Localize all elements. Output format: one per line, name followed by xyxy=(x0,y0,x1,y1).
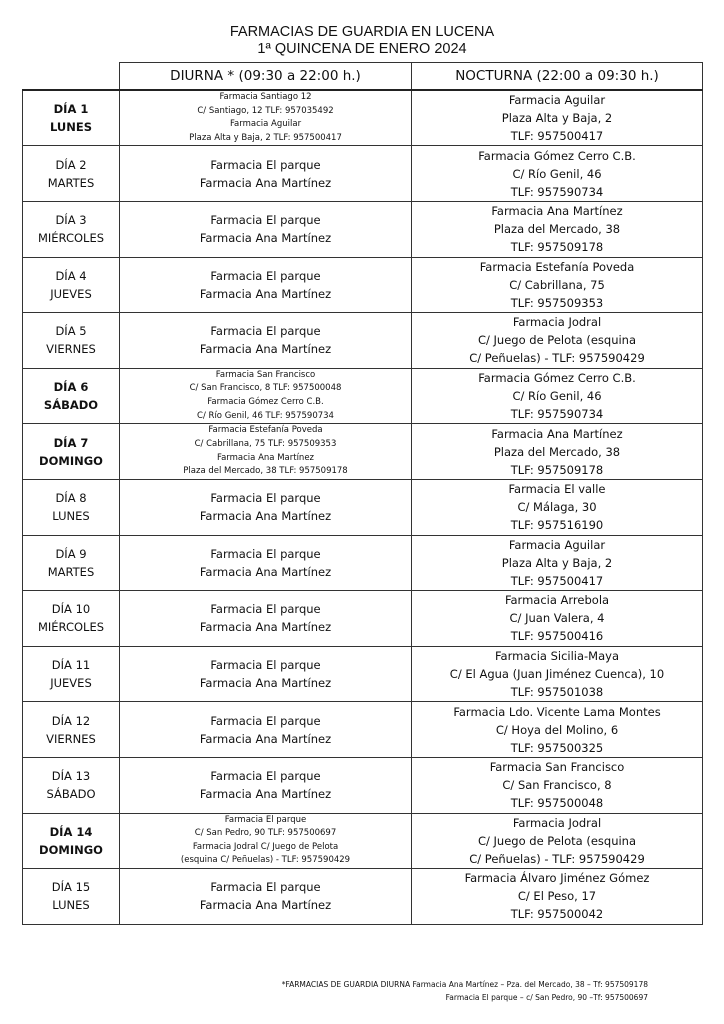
diurna-cell xyxy=(120,702,412,758)
diurna-cell xyxy=(120,368,412,424)
nocturna-cell xyxy=(412,591,703,647)
nocturna-line: Farmacia Jodral xyxy=(512,815,602,830)
diurna-cell xyxy=(120,424,412,480)
diurna-cell xyxy=(120,757,412,813)
table-row xyxy=(23,535,703,591)
nocturna-line: TLF: 957500416 xyxy=(510,629,604,644)
header-day xyxy=(23,63,120,91)
diurna-line: Farmacia Gómez Cerro C.B. xyxy=(207,397,324,408)
diurna-line: Farmacia El parque xyxy=(210,491,321,506)
day-number: DÍA 11 xyxy=(51,658,91,673)
nocturna-line: Farmacia Estefanía Poveda xyxy=(479,259,635,274)
day-cell xyxy=(23,479,120,535)
day-cell xyxy=(23,368,120,424)
day-number: DÍA 4 xyxy=(55,268,87,283)
footer-note-line2: Farmacia El parque – c/ San Pedro, 90 –Tf: 957500697 xyxy=(445,993,648,1002)
nocturna-cell xyxy=(412,257,703,313)
diurna-line: C/ San Francisco, 8 TLF: 957500048 xyxy=(189,383,342,394)
nocturna-line: Plaza Alta y Baja, 2 xyxy=(501,555,613,570)
nocturna-line: Farmacia Gómez Cerro C.B. xyxy=(478,148,636,163)
day-number: DÍA 13 xyxy=(51,769,91,784)
diurna-line: Farmacia Ana Martínez xyxy=(199,286,332,301)
nocturna-line: Farmacia Ana Martínez xyxy=(491,204,623,219)
day-number: DÍA 2 xyxy=(55,157,87,172)
nocturna-line: TLF: 957509353 xyxy=(510,295,604,310)
day-cell xyxy=(23,591,120,647)
nocturna-line: Plaza del Mercado, 38 xyxy=(493,222,621,237)
diurna-line: Farmacia Ana Martínez xyxy=(199,175,332,190)
day-weekday: LUNES xyxy=(52,509,90,524)
table-row xyxy=(23,424,703,480)
nocturna-cell xyxy=(412,368,703,424)
nocturna-line: Farmacia El valle xyxy=(508,482,606,497)
nocturna-line: TLF: 957509178 xyxy=(510,462,604,477)
day-weekday: JUEVES xyxy=(50,676,92,691)
nocturna-line: C/ Juan Valera, 4 xyxy=(509,611,605,626)
nocturna-cell xyxy=(412,90,703,146)
nocturna-line: C/ El Agua (Juan Jiménez Cuenca), 10 xyxy=(449,667,665,682)
diurna-line: (esquina C/ Peñuelas) - TLF: 957590429 xyxy=(180,855,351,866)
table-body xyxy=(23,90,703,924)
diurna-line: Farmacia El parque xyxy=(210,324,321,339)
nocturna-line: C/ Cabrillana, 75 xyxy=(509,277,605,292)
diurna-line: Farmacia El parque xyxy=(210,658,321,673)
nocturna-line: Farmacia Aguilar xyxy=(508,537,606,552)
day-weekday: JUEVES xyxy=(50,286,92,301)
diurna-cell xyxy=(120,146,412,202)
nocturna-line: Farmacia San Francisco xyxy=(489,760,625,775)
nocturna-cell xyxy=(412,313,703,369)
day-cell xyxy=(23,146,120,202)
table-row xyxy=(23,201,703,257)
diurna-cell xyxy=(120,201,412,257)
table-row xyxy=(23,869,703,925)
nocturna-cell xyxy=(412,702,703,758)
nocturna-line: Farmacia Arrebola xyxy=(504,593,610,608)
nocturna-line: TLF: 957516190 xyxy=(510,518,604,533)
diurna-line: Farmacia Jodral C/ Juego de Pelota xyxy=(192,841,339,852)
document-title: FARMACIAS DE GUARDIA EN LUCENA xyxy=(229,24,495,40)
nocturna-cell xyxy=(412,646,703,702)
day-number: DÍA 7 xyxy=(53,435,89,450)
nocturna-line: Farmacia Ldo. Vicente Lama Montes xyxy=(453,704,661,719)
day-cell xyxy=(23,702,120,758)
diurna-line: Farmacia El parque xyxy=(224,814,307,825)
nocturna-line: Plaza del Mercado, 38 xyxy=(493,444,621,459)
diurna-cell xyxy=(120,535,412,591)
diurna-line: C/ Santiago, 12 TLF: 957035492 xyxy=(197,105,334,116)
nocturna-line: C/ San Francisco, 8 xyxy=(502,778,612,793)
nocturna-line: C/ Juego de Pelota (esquina xyxy=(477,333,637,348)
diurna-line: Farmacia Ana Martínez xyxy=(199,731,332,746)
diurna-line: Farmacia Ana Martínez xyxy=(199,342,332,357)
table-row xyxy=(23,257,703,313)
day-weekday: SÁBADO xyxy=(46,787,96,802)
day-weekday: LUNES xyxy=(49,120,93,135)
nocturna-line: Plaza Alta y Baja, 2 xyxy=(501,111,613,126)
diurna-cell xyxy=(120,479,412,535)
table-row xyxy=(23,313,703,369)
nocturna-line: C/ Peñuelas) - TLF: 957590429 xyxy=(469,351,645,366)
nocturna-line: Farmacia Ana Martínez xyxy=(491,426,623,441)
day-number: DÍA 9 xyxy=(55,546,87,561)
day-weekday: MIÉRCOLES xyxy=(37,620,105,635)
day-weekday: VIERNES xyxy=(46,731,96,746)
day-number: DÍA 5 xyxy=(55,324,87,339)
diurna-line: Farmacia Ana Martínez xyxy=(199,787,332,802)
diurna-line: Farmacia El parque xyxy=(210,268,321,283)
nocturna-line: Farmacia Jodral xyxy=(512,315,602,330)
diurna-cell xyxy=(120,813,412,869)
diurna-cell xyxy=(120,646,412,702)
diurna-cell xyxy=(120,313,412,369)
diurna-line: C/ Río Genil, 46 TLF: 957590734 xyxy=(197,410,334,421)
day-cell xyxy=(23,813,120,869)
day-number: DÍA 12 xyxy=(51,713,91,728)
nocturna-line: TLF: 957590734 xyxy=(510,407,604,422)
nocturna-line: TLF: 957500417 xyxy=(510,129,604,144)
nocturna-cell xyxy=(412,479,703,535)
nocturna-line: C/ Río Genil, 46 xyxy=(512,389,602,404)
day-weekday: VIERNES xyxy=(46,342,96,357)
day-number: DÍA 14 xyxy=(49,824,93,839)
table-row xyxy=(23,90,703,146)
day-number: DÍA 3 xyxy=(55,213,87,228)
diurna-line: Farmacia San Francisco xyxy=(215,369,316,380)
day-number: DÍA 6 xyxy=(53,380,89,395)
table-row xyxy=(23,479,703,535)
day-cell xyxy=(23,535,120,591)
day-weekday: LUNES xyxy=(52,898,90,913)
nocturna-line: C/ El Peso, 17 xyxy=(517,889,597,904)
nocturna-line: Farmacia Gómez Cerro C.B. xyxy=(478,371,636,386)
table-row xyxy=(23,702,703,758)
diurna-line: Farmacia Aguilar xyxy=(229,119,302,130)
day-cell xyxy=(23,757,120,813)
nocturna-line: TLF: 957590734 xyxy=(510,184,604,199)
day-number: DÍA 15 xyxy=(51,880,91,895)
diurna-line: Plaza Alta y Baja, 2 TLF: 957500417 xyxy=(189,132,342,143)
nocturna-cell xyxy=(412,869,703,925)
diurna-line: Farmacia El parque xyxy=(210,213,321,228)
nocturna-line: TLF: 957500417 xyxy=(510,573,604,588)
day-weekday: DOMINGO xyxy=(39,453,103,468)
day-weekday: MARTES xyxy=(47,564,95,579)
table-row xyxy=(23,646,703,702)
diurna-line: Farmacia El parque xyxy=(210,713,321,728)
day-cell xyxy=(23,201,120,257)
nocturna-line: TLF: 957509178 xyxy=(510,240,604,255)
diurna-line: Farmacia El parque xyxy=(210,157,321,172)
diurna-line: Farmacia El parque xyxy=(210,880,321,895)
diurna-line: Farmacia El parque xyxy=(210,602,321,617)
diurna-line: Farmacia Santiago 12 xyxy=(219,92,312,102)
table-row xyxy=(23,813,703,869)
diurna-line: Farmacia El parque xyxy=(210,546,321,561)
day-weekday: SÁBADO xyxy=(43,398,99,413)
nocturna-line: C/ Río Genil, 46 xyxy=(512,166,602,181)
table-header-row xyxy=(23,63,703,91)
table-row xyxy=(23,146,703,202)
nocturna-line: TLF: 957500048 xyxy=(510,796,604,811)
nocturna-cell xyxy=(412,424,703,480)
day-number: DÍA 10 xyxy=(51,602,91,617)
footer-note-line1: *FARMACIAS DE GUARDIA DIURNA Farmacia Ana Martínez – Pza. del Mercado, 38 – Tf: 957509178 xyxy=(281,980,648,989)
day-cell xyxy=(23,869,120,925)
table-row xyxy=(23,757,703,813)
table-row xyxy=(23,591,703,647)
table-row xyxy=(23,368,703,424)
header-diurna: DIURNA * (09:30 a 22:00 h.) xyxy=(120,63,412,91)
nocturna-cell xyxy=(412,535,703,591)
nocturna-line: TLF: 957500325 xyxy=(510,740,604,755)
diurna-cell xyxy=(120,869,412,925)
nocturna-line: TLF: 957501038 xyxy=(510,685,604,700)
nocturna-cell xyxy=(412,813,703,869)
diurna-line: C/ Cabrillana, 75 TLF: 957509353 xyxy=(194,439,337,450)
diurna-cell xyxy=(120,90,412,146)
diurna-line: Farmacia Ana Martínez xyxy=(199,231,332,246)
day-cell xyxy=(23,257,120,313)
diurna-line: Farmacia Estefanía Poveda xyxy=(208,425,323,436)
nocturna-cell xyxy=(412,757,703,813)
day-cell xyxy=(23,90,120,146)
day-weekday: MIÉRCOLES xyxy=(37,231,105,246)
nocturna-cell xyxy=(412,146,703,202)
day-cell xyxy=(23,424,120,480)
nocturna-cell xyxy=(412,201,703,257)
diurna-line: Plaza del Mercado, 38 TLF: 957509178 xyxy=(183,466,348,477)
day-cell xyxy=(23,646,120,702)
diurna-line: Farmacia Ana Martínez xyxy=(199,620,332,635)
diurna-line: Farmacia Ana Martínez xyxy=(199,564,332,579)
day-number: DÍA 1 xyxy=(53,102,89,117)
diurna-line: C/ San Pedro, 90 TLF: 957500697 xyxy=(194,828,337,839)
pharmacy-schedule-table xyxy=(22,62,703,925)
nocturna-line: Farmacia Sicilia-Maya xyxy=(494,649,620,664)
nocturna-line: C/ Málaga, 30 xyxy=(517,500,597,515)
diurna-cell xyxy=(120,257,412,313)
diurna-cell xyxy=(120,591,412,647)
nocturna-line: C/ Peñuelas) - TLF: 957590429 xyxy=(469,851,645,866)
day-weekday: DOMINGO xyxy=(39,842,103,857)
diurna-line: Farmacia Ana Martínez xyxy=(199,509,332,524)
nocturna-line: C/ Juego de Pelota (esquina xyxy=(477,833,637,848)
diurna-line: Farmacia Ana Martínez xyxy=(199,898,332,913)
header-nocturna: NOCTURNA (22:00 a 09:30 h.) xyxy=(412,63,703,91)
day-number: DÍA 8 xyxy=(55,491,87,506)
nocturna-line: Farmacia Álvaro Jiménez Gómez xyxy=(464,871,650,886)
day-weekday: MARTES xyxy=(47,175,95,190)
nocturna-line: C/ Hoya del Molino, 6 xyxy=(495,722,619,737)
diurna-line: Farmacia Ana Martínez xyxy=(199,676,332,691)
document-subtitle: 1ª QUINCENA DE ENERO 2024 xyxy=(257,41,467,57)
day-cell xyxy=(23,313,120,369)
diurna-line: Farmacia Ana Martínez xyxy=(216,452,315,463)
nocturna-line: TLF: 957500042 xyxy=(510,907,604,922)
nocturna-line: Farmacia Aguilar xyxy=(508,93,606,108)
diurna-line: Farmacia El parque xyxy=(210,769,321,784)
